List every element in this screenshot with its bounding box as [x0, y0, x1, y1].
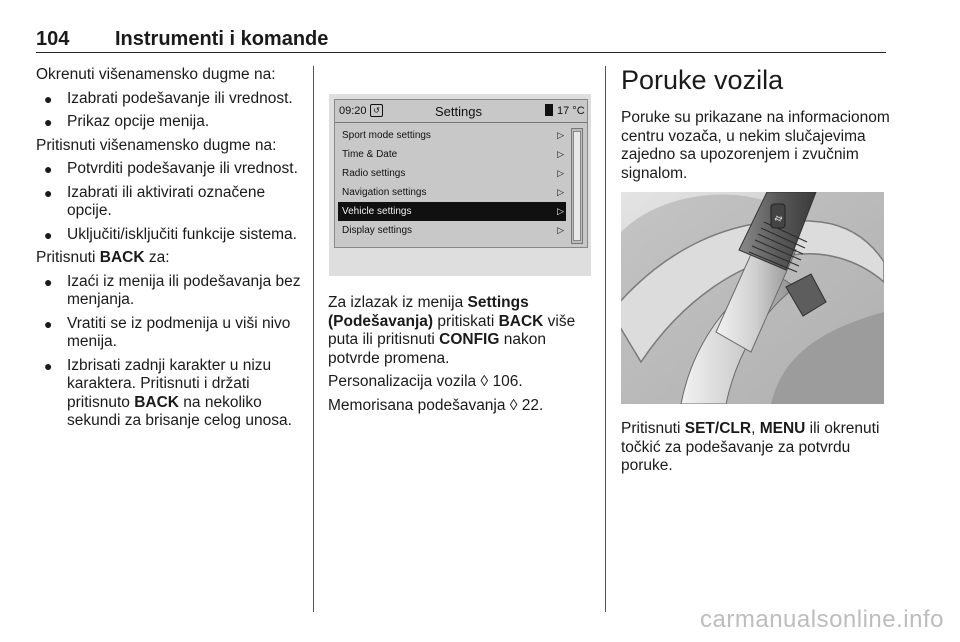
screen-menu-item-label: Time & Date [342, 149, 398, 160]
screen-scrollbar [571, 128, 583, 244]
chevron-right-icon: ▷ [557, 225, 564, 235]
screen-menu-item [338, 221, 566, 240]
chevron-right-icon: ▷ [557, 130, 564, 140]
cross-reference: Personalizacija vozila ◊ 106. [328, 373, 523, 390]
bullet-icon: ● [44, 226, 53, 243]
screen-menu-item [338, 164, 566, 183]
paragraph: Pritisnuti višenamensko dugme na: [36, 136, 277, 154]
screen-time: 09:20 [339, 105, 367, 117]
bullet-icon: ● [44, 273, 53, 290]
page-header [36, 28, 886, 53]
page-title: Instrumenti i komande [115, 28, 329, 50]
chevron-right-icon: ▷ [557, 206, 564, 216]
bullet-icon: ● [44, 90, 53, 107]
list-item: ● Izabrati podešavanje ili vrednost. [44, 89, 293, 107]
column-3 [621, 65, 891, 188]
chevron-right-icon: ▷ [557, 168, 564, 178]
column-3-caption [621, 420, 891, 481]
list-item: ● Izaći iz menija ili podešavanja bez menjanja. [44, 272, 301, 308]
paragraph: Pritisnuti SET/CLR, MENU ili okrenuti točkić za podešavanje za potvrdu poruke. [621, 420, 880, 474]
screen-temperature: 17 °C [557, 105, 585, 117]
column-2 [328, 294, 590, 420]
column-1 [36, 66, 304, 436]
bullet-icon: ● [44, 114, 53, 130]
list-item: ● Uključiti/isključiti funkcije sistema. [44, 225, 297, 243]
page-number: 104 [36, 28, 70, 50]
bullet-icon: ● [44, 315, 53, 332]
list-item: ● Potvrditi podešavanje ili vrednost. [44, 160, 298, 177]
screen-menu-item-label: Vehicle settings [342, 206, 412, 217]
screen-menu-item [338, 145, 566, 164]
list-item: ● Prikaz opcije menija. [44, 113, 210, 130]
cross-reference: Memorisana podešavanja ◊ 22. [328, 396, 544, 414]
bullet-icon: ● [44, 161, 53, 177]
chevron-right-icon: ▷ [557, 187, 564, 197]
screen-menu-item-label: Display settings [342, 225, 413, 236]
paragraph: Pritisnuti BACK za: [36, 249, 170, 266]
chevron-right-icon: ▷ [557, 149, 564, 159]
fuel-icon [545, 104, 553, 116]
settings-screen-image [329, 94, 591, 276]
phone-icon: ↺ [370, 104, 383, 117]
display-screen [334, 99, 588, 248]
paragraph: Poruke su prikazane na informacionom centru vozača, u nekim slučajevima zajedno sa upozorenjem i zvučnim signalom. [621, 109, 890, 182]
screen-menu-list [338, 126, 566, 240]
bullet-icon: ● [44, 184, 53, 201]
bullet-list-3 [36, 273, 304, 431]
screen-menu-item [338, 183, 566, 202]
screen-menu-item-label: Navigation settings [342, 187, 427, 198]
screen-title: Settings [435, 104, 482, 119]
column-divider-2 [605, 66, 606, 612]
paragraph: Za izlazak iz menija Settings (Podešavanja) pritiskati BACK više puta ili pritisnuti CONFIG nakon potvrde promena. [328, 294, 576, 367]
watermark: carmanualsonline.info [700, 606, 944, 633]
steering-lever-photo [621, 192, 884, 404]
screen-status-bar [335, 100, 587, 123]
scroll-thumb [573, 131, 581, 241]
steering-lever-illustration [621, 192, 884, 404]
list-item: ● Izbrisati zadnji karakter u nizu karaktera. Pritisnuti i držati pritisnuto BACK na nekoliko sekundi za brisanje celog unosa. [44, 356, 292, 429]
svg-text:⇅: ⇅ [773, 213, 786, 225]
screen-menu-item-label: Sport mode settings [342, 130, 431, 141]
list-item: ● Izabrati ili aktivirati označene opcije. [44, 183, 266, 219]
bullet-icon: ● [44, 357, 53, 374]
screen-menu-item [338, 202, 566, 221]
column-divider-1 [313, 66, 314, 612]
bullet-list-1 [36, 90, 304, 132]
screen-menu-item-label: Radio settings [342, 168, 406, 179]
paragraph: Okrenuti višenamensko dugme na: [36, 66, 276, 83]
list-item: ● Vratiti se iz podmenija u viši nivo menija. [44, 314, 291, 350]
bullet-list-2 [36, 160, 304, 244]
screen-menu-item [338, 126, 566, 145]
section-title: Poruke vozila [621, 65, 784, 95]
